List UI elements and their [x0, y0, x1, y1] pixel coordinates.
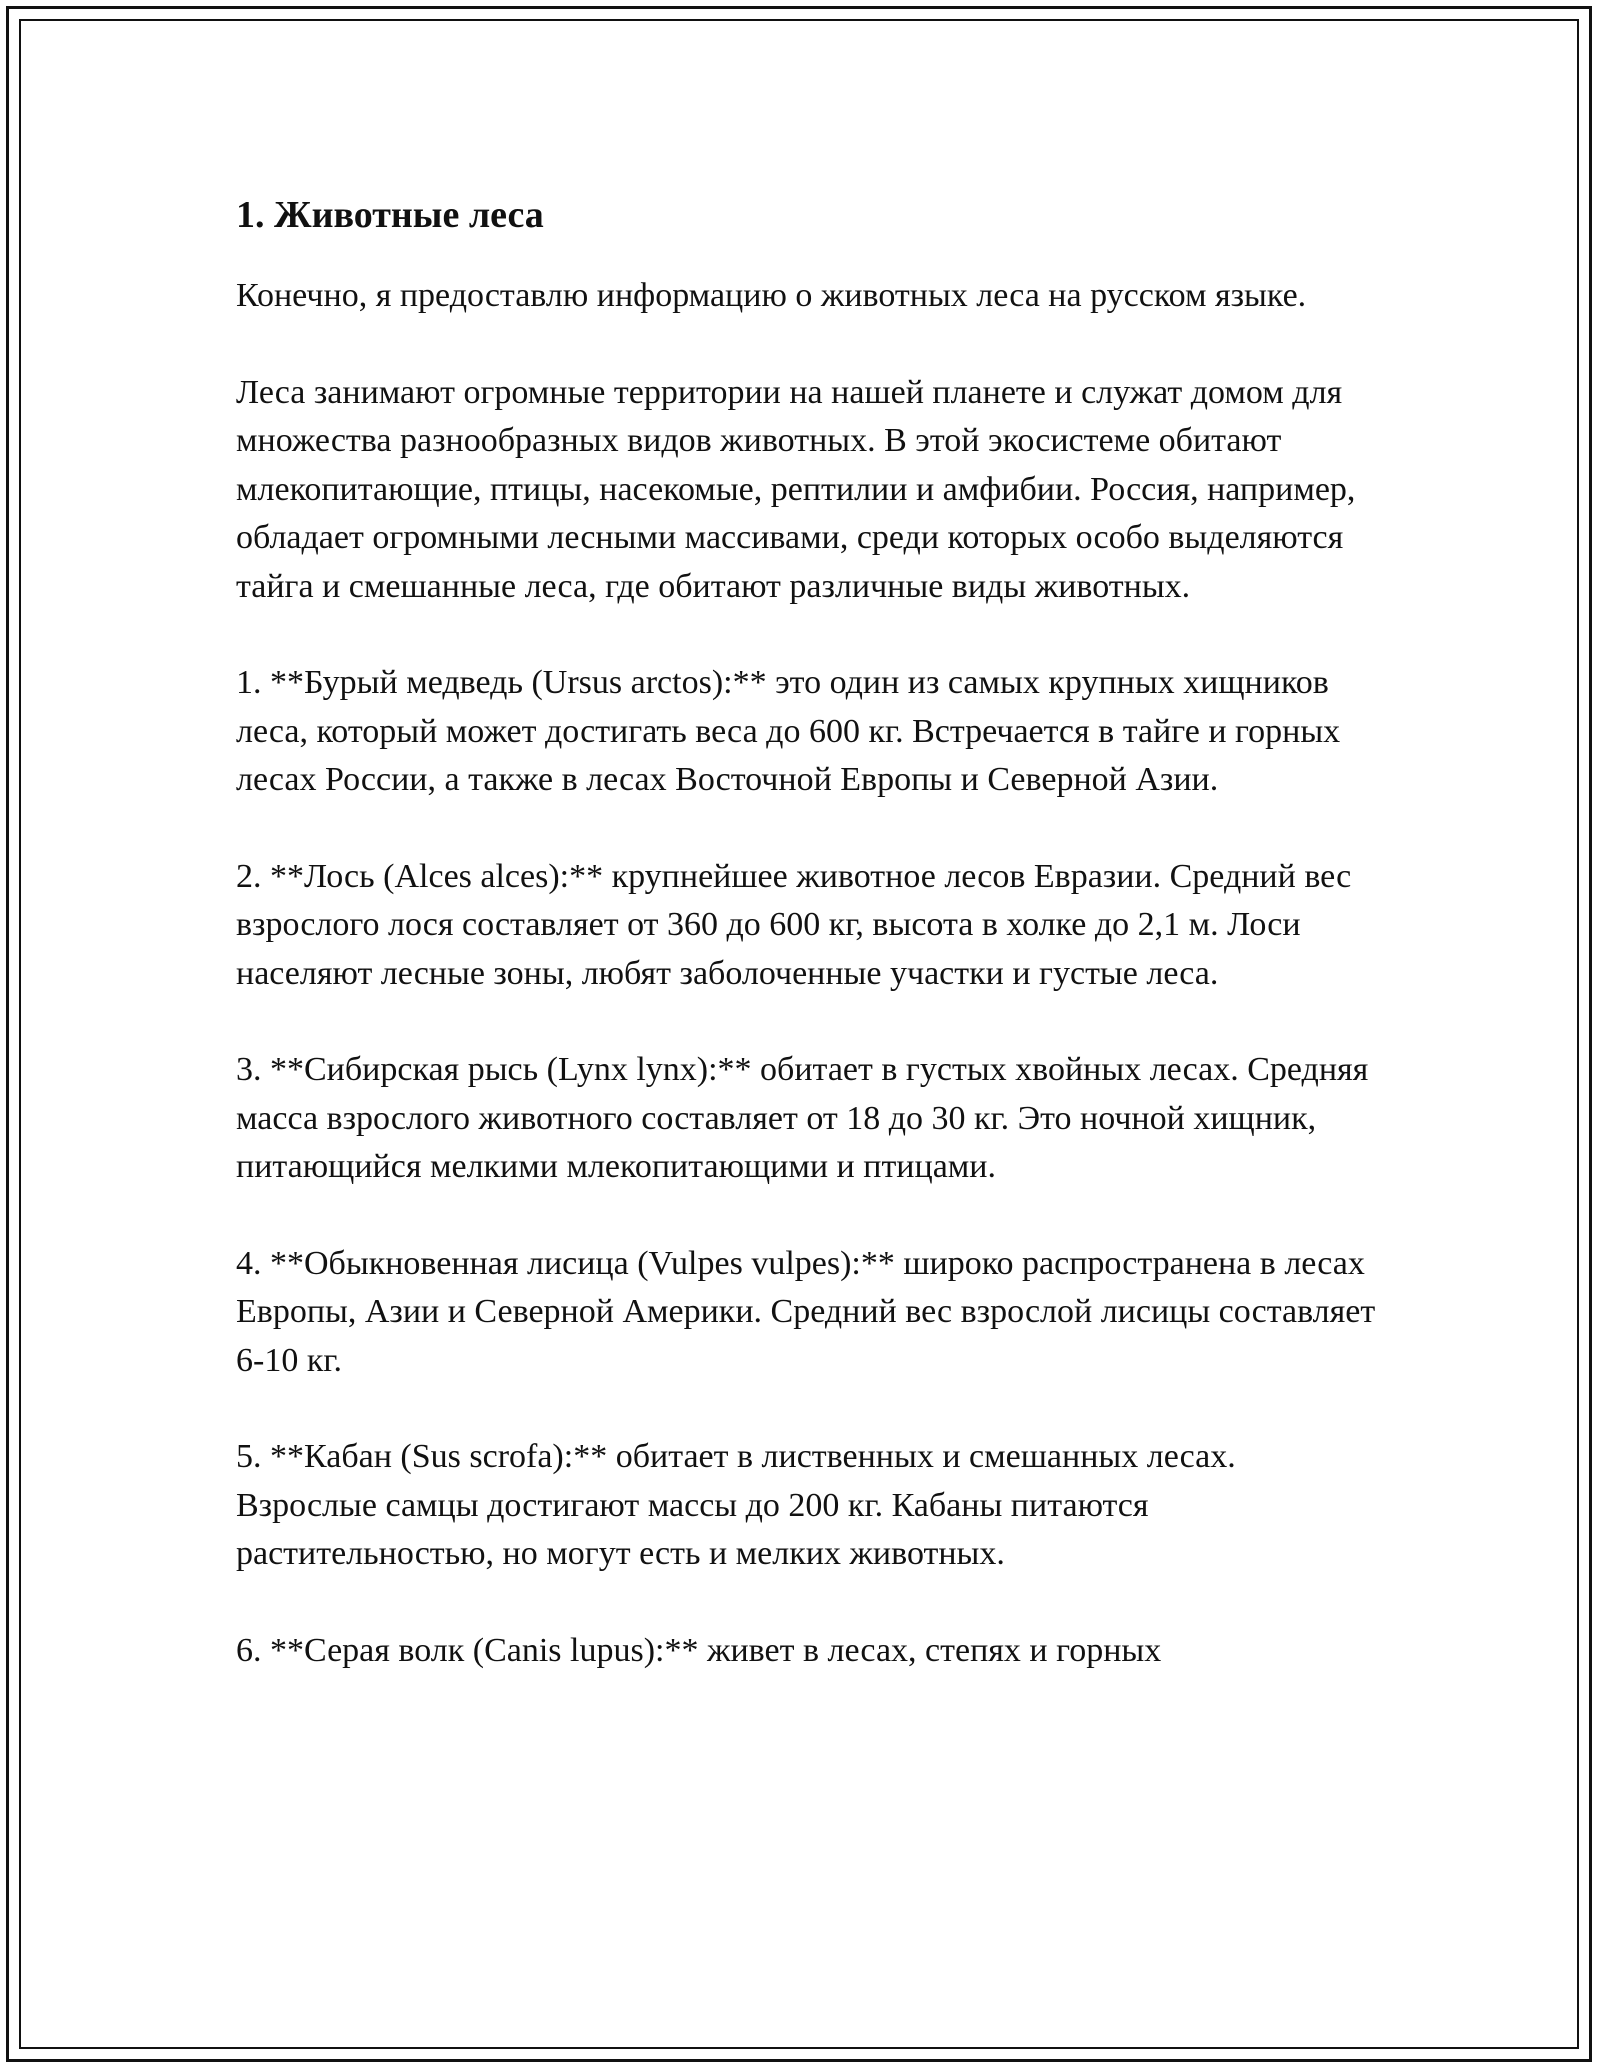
- document-body: [236, 188, 1376, 1723]
- list-item-lynx: 3. **Сибирская рысь (Lynx lynx):** обитает в густых хвойных лесах. Средняя масса взрослого животного составляет от 18 до 30 кг. Это ночной хищник, питающийся мелкими млекопитающими и птицами.: [236, 1051, 1369, 1185]
- intro-paragraph: Конечно, я предоставлю информацию о животных леса на русском языке.: [236, 277, 1307, 314]
- forest-overview-paragraph: Леса занимают огромные территории на нашей планете и служат домом для множества разнообразных видов животных. В этой экосистеме обитают млекопитающие, птицы, насекомые, рептилии и амфибии. Россия, например, обладает огромными лесными массивами, среди которых особо выделяются тайга и смешанные леса, где обитают различные виды животных.: [236, 373, 1356, 605]
- document-title: 1. Животные леса: [236, 194, 544, 236]
- list-item-wolf: 6. **Серая волк (Canis lupus):** живет в лесах, степях и горных: [236, 1631, 1162, 1669]
- list-item-moose: 2. **Лось (Alces alces):** крупнейшее животное лесов Евразии. Средний вес взрослого лося составляет от 360 до 600 кг, высота в холке до 2,1 м. Лоси населяют лесные зоны, любят заболоченные участки и густые леса.: [236, 857, 1352, 992]
- list-item-brown-bear: 1. **Бурый медведь (Ursus arctos):** это один из самых крупных хищников леса, который может достигать веса до 600 кг. Встречается в тайге и горных лесах России, а также в лесах Восточной Европы и Северной Азии.: [236, 664, 1341, 798]
- list-item-fox: 4. **Обыкновенная лисица (Vulpes vulpes):** широко распространена в лесах Европы, Азии и Северной Америки. Средний вес взрослой лисицы составляет 6-10 кг.: [236, 1244, 1376, 1379]
- list-item-boar: 5. **Кабан (Sus scrofa):** обитает в лиственных и смешанных лесах. Взрослые самцы достигают массы до 200 кг. Кабаны питаются растительностью, но могут есть и мелких животных.: [236, 1438, 1236, 1572]
